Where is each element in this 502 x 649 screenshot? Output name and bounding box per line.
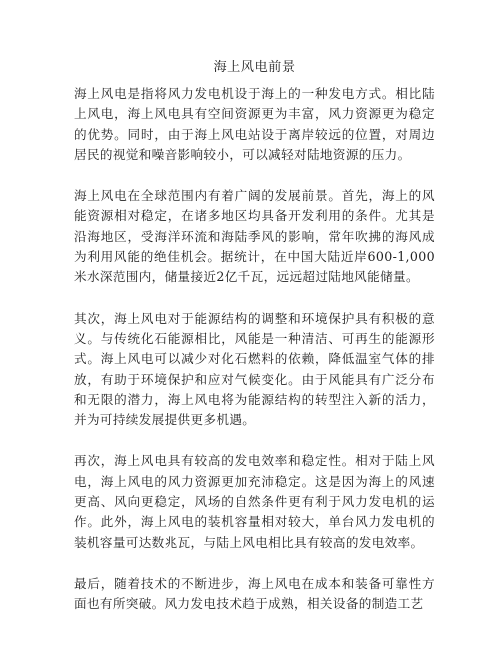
paragraph-prospects: 海上风电在全球范围内有着广阔的发展前景。首先，海上的风能资源相对稳定，在诸多地区均具备开发利用的条件。尤其是沿海地区，受海洋环流和海陆季风的影响，常年吹拂的海风成为利用风能的绝佳机会。据统计，在中国大陆近岸600-1,000米水深范围内，储量接近2亿千瓦，远远超过陆地风能储量。 [74, 188, 435, 285]
paragraph-intro: 海上风电是指将风力发电机设于海上的一种发电方式。相比陆上风电，海上风电具有空间资源更为丰富，风力资源更为稳定的优势。同时，由于海上风电站设于离岸较远的位置，对周边居民的视觉和噪音影响较小，可以减轻对陆地资源的压力。 [74, 86, 435, 162]
paragraph-technology: 最后，随着技术的不断进步，海上风电在成本和装备可靠性方面也有所突破。风力发电技术趋于成熟，相关设备的制造工艺 [74, 575, 435, 612]
document-page [74, 58, 435, 615]
document-title: 海上风电前景 [213, 60, 296, 75]
paragraph-efficiency: 再次，海上风电具有较高的发电效率和稳定性。相对于陆上风电，海上风电的风力资源更加充沛稳定。这是因为海上的风速更高、风向更稳定，风场的自然条件更有利于风力发电机的运作。此外，海上风电的装机容量相对较大，单台风力发电机的装机容量可达数兆瓦，与陆上风电相比具有较高的发电效率。 [74, 453, 435, 550]
paragraph-energy-structure: 其次，海上风电对于能源结构的调整和环境保护具有积极的意义。与传统化石能源相比，风能是一种清洁、可再生的能源形式。海上风电可以减少对化石燃料的依赖，降低温室气体的排放，有助于环境保护和应对气候变化。由于风能具有广泛分布和无限的潜力，海上风电将为能源结构的转型注入新的活力，并为可持续发展提供更多机遇。 [74, 310, 435, 428]
